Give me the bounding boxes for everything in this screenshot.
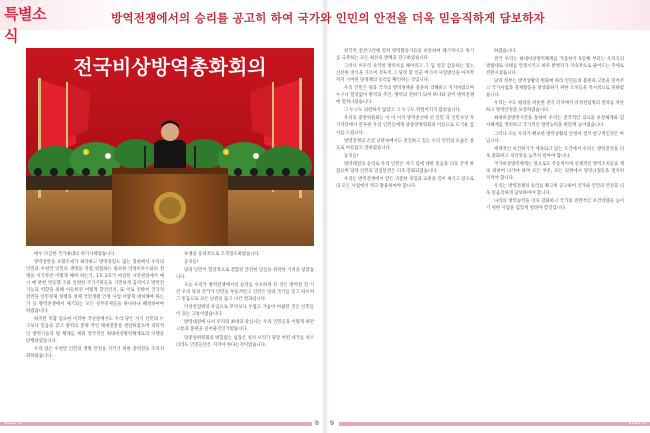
article-column-2 xyxy=(176,251,314,419)
paragraph: 하였습니다. xyxy=(494,49,517,54)
paragraph: 오늘 우리가 방역전쟁에서의 승리를 선포하게 된 것은 방역전 전 기간 우리 당과 국가가 인민을 부둥켜안고 인민은 당과 국가를 믿고 따르며 그 믿음으로 모든 난관을 뚫고 나간 결과입니다. xyxy=(176,283,314,303)
paragraph: 그러나 오늘 우리가 확보한 방역상황의 안정이 결코 항구적인것은 아닙니다. xyxy=(486,131,624,144)
footer-right xyxy=(325,419,650,428)
hall-banner-text: 전국비상방역총화회의 xyxy=(73,55,267,79)
paragraph: 그 누구도 외면하지 않았고 그 누구도 뒤떨어지지 않았습니다. xyxy=(344,108,462,114)
paragraph: 국가비상방역체계는 앞으로도 주동적이며 선제적인 방역조치들을 계속 취하여 나가야 하며 모든 부문, 모든 단위에서 방역규정들을 철저히 지켜야 합니다. xyxy=(486,161,624,181)
issue-date-left: 2022.8 xyxy=(4,420,22,426)
paragraph: 방역전쟁의 온갖 난관속에서도 전진하고 있는 우리 인민의 모습은 참으로 아름답고 장하였습니다. xyxy=(336,138,474,151)
article-column-1 xyxy=(26,251,164,419)
paragraph: 방역대전의 승리로 우리 인민은 자기 힘에 대한 믿음을 더욱 굳게 하였으며 당과 인민의 일심단결은 더욱 강화되였습니다. xyxy=(336,161,474,174)
paragraph: 우리 당은 수천만 인민의 생명 안전을 지키기 위한 총력전을 조직지휘하였습니다. xyxy=(26,346,164,359)
page-number-right: 9 xyxy=(329,419,335,427)
paragraph: 우리는 방역전쟁의 승리를 확고히 공고하여 국가와 인민의 안전을 더욱 믿음직하게 담보하여야 합니다. xyxy=(486,183,624,196)
article-column-4 xyxy=(486,48,624,420)
paragraph: 악성전염병의 유입으로 무엇보다 두렵고 가슴이 아팠던 것은 인민들이 겪는 고통이였습니다. xyxy=(176,305,314,318)
paragraph: 투쟁을 승리적으로 조직령도하였습니다. xyxy=(184,252,261,257)
paragraph: 방역전반을 포괄조세가 최악하고 방역경험도 없는 형편에서 우리의 인민과 수천만 인민의 생명을 직접 위협하는 횡포한 악성비루스와의 전쟁을 이기자면 어떻게 해야 하는가, 1호 2호가 마감된 시간관념에서 매시 매 관헌 반응했 조와 일원한 국가기관들을 기민하게 움직이고 방역전 기능과 역할을 의해 이들하연 어떻게 할것인지, 또 이로 인하여 국가적 전반을 인민경제 정책과 정체 국민생활 안정 사업 어떻게 대처해야 하는가 등 방역전쟁에서 제기되는 모든 실무문제들을 하나하나 해결하여야 하였습니다. xyxy=(26,260,164,315)
paragraph: 하지만 복잡 엄숙한 이러한 국난앞에서도 우리 당은 자기 인민의 누구보다 믿음을 갖고 방역의 총략 적인 태세전환을 결단하였으며 과학적인 방역기술과 법 체계를 세워 전국적인 최대비상방역체계로의 이행을 단행하였습니다. xyxy=(26,317,164,344)
paragraph: 우리의 중앙위원회는 이 이 이자 방역전선에 선 인민 과 인민사상 자기자리에서 분투한 우리 인민들에게 당중앙위원회의 이름으로 뜨거운 감사를 드립니다. xyxy=(336,116,474,136)
logo-text: 특별소식 xyxy=(4,5,46,45)
meeting-photo xyxy=(26,48,314,246)
paragraph: 방역대전에 나서 우리의 최대의 관심사는 우리 인민들을 어떻게 하면 고통과 불편을 덜어줄것인가였습니다. xyxy=(176,320,314,333)
paragraph: 당과 인민이 혈연적으로 결합된 굳건한 일심을 위력한 기적을 낳았습니다. xyxy=(176,268,314,281)
paragraph: 그러나 이우리 솔직한 방역사를 헤아리고 그 힘 얼굴 감동하는 있는 신선한 방식을 기르며 전투적 그 당정 할 일군 여기서 사업방식을 마지막까지 기여한 당정책의 승리를 확인하는 것입니다. xyxy=(336,64,474,84)
page-number-left: 8 xyxy=(314,419,320,427)
paragraph: 최대비상방역기간을 통하여 우리는 전국적인 의료품 보장체계와 검사체계를 정비하고 국가적인 방역능력을 한단계 높이였습니다. xyxy=(486,116,624,129)
paragraph: 전국적 전선구간에 걸쳐 방역활동가들을 비롯하여 폐기적이고 위기를 극복하는 모든 최선의 방책을 강구하였습니다. xyxy=(336,49,474,62)
footer-left xyxy=(0,419,325,428)
footer-bar-left xyxy=(0,422,312,426)
section-logo xyxy=(4,3,56,45)
page-headline: 방역전쟁에서의 승리를 공고히 하여 국가와 인민의 안전을 더욱 믿음직하게 담보하자 xyxy=(111,11,545,25)
paragraph: 당과 정부는 방역상황의 변화에 따라 인민들의 불편과 고통을 덜어주고 국가사업과 경제활동을 정상화하기 위한 조치들을 적시적으로 취하였습니다. xyxy=(486,79,624,99)
paragraph: 나라의 방역능력을 더욱 강화하고 국가의 전반적인 보건역량을 높이기 위한 사업을 힘있게 벌려야 할것입니다. xyxy=(486,198,624,211)
issue-date-right: 2022.8 xyxy=(628,420,646,426)
footer-bar-right xyxy=(339,422,650,426)
meeting-photo-illustration xyxy=(26,48,314,246)
paragraph: 세계적인 보건위기가 계속되고 있는 조건에서 우리는 방역전선을 더욱 강화하고 경각성을 늦추지 말아야 합니다. xyxy=(486,146,624,159)
paragraph: 동지들! xyxy=(184,260,199,266)
paragraph: 우리 인민은 당과 국가의 방역정책을 충분히 리해하고 지지하였으며 누구나 할것없이 방역의 주인, 방역의 전위가 되여 하나와 같이 방역전쟁에 떨쳐나섰습니다. xyxy=(336,86,474,106)
paragraph: 동지들! xyxy=(344,153,359,159)
page-gutter xyxy=(321,0,329,433)
paragraph: 당중앙위원회의 변함없는 입장은 설사 우리가 당장 어떤 대가를 치르더라도 인민들만은 지켜야 한다는것이였습니다. xyxy=(176,335,314,348)
article-column-3 xyxy=(336,48,474,420)
paragraph: 매우 다급한 국가최대의 위기사태였습니다. xyxy=(34,252,116,257)
paragraph: 우리는 방역전쟁에서 얻은 귀중한 경험과 교훈을 깊이 새기고 앞으로의 모든 사업에서 적극 활용하여야 합니다. xyxy=(336,176,474,189)
paragraph: 결국 우리는 최대비상방역체계를 가동한지 5일째 부터는 우리식의 방법대로 사태를 안정시키고 하루 발병자가 지속적으로 줄어드는 추세로 전환시켰습니다. xyxy=(486,57,624,77)
paragraph: 우리는 수도 평양을 비롯한 전국 각지에서 악성전염병의 전파를 차단하고 방역안정을 보장하였습니다. xyxy=(486,101,624,114)
